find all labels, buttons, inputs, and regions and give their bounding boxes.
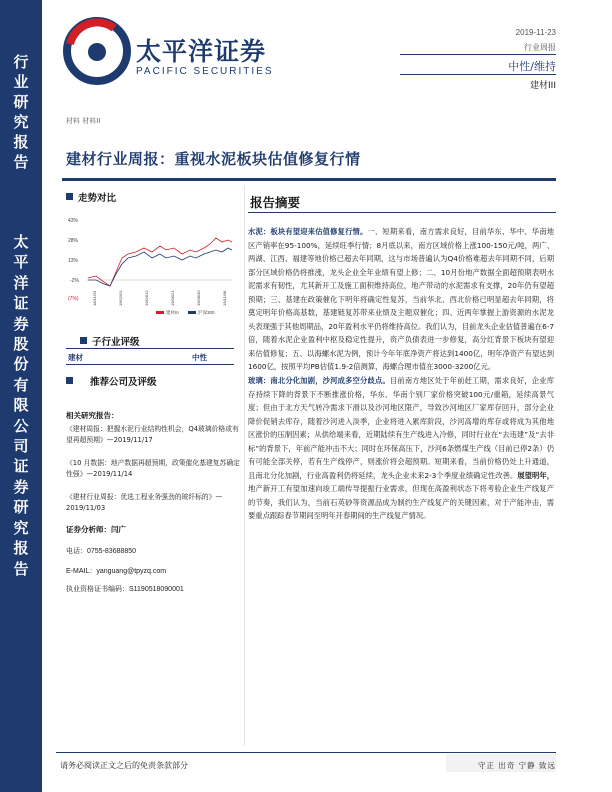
column-divider: [244, 186, 245, 746]
glass-text: 目前南方地区处于年前赶工期，需求良好，企业库存持续下降的背景下不断推涨价格，华东、华南个别厂家价格突破100元/重箱，延续高景气度；但由于北方天气转冷需求下滑以及沙河地区限产，导致沙河地区厂家库存回升，部分企业降价促销去库存，随着沙河进入淡季，企业将进入累库阶段，沙河高增的库存或将成为其他地区涨价的压制因素；从供给端来看，近期陆续有生产线进入冷修，同时行业在“去违建”及“去非标”的背景下，年前产能冲击不大；同时在环保高压下，沙河6条燃煤生产线（目前已停2条）仍有可能全部关停，若有生产线停产，则涨价将会超预期。短期来看，当前价格仍处上升通道，且南北分化加剧，行业高盈利仍将延续，龙头企业未来2-3个季度业绩确定性改善。: [248, 376, 555, 480]
series-line-building-materials: [88, 238, 232, 286]
brand-name-en: PACIFIC SECURITIES: [136, 66, 274, 77]
related-reports-title: 相关研究报告：: [66, 411, 119, 420]
table-rule: [66, 364, 234, 365]
sidebar-char: 股: [13, 335, 29, 354]
legend-swatch: [188, 311, 196, 314]
sidebar-char: 究: [13, 113, 29, 131]
paragraph-cement: [248, 225, 554, 374]
recommend-heading: 推荐公司及评级: [90, 377, 157, 388]
rating-row: [66, 350, 234, 362]
sidebar-char: 券: [13, 314, 29, 333]
cement-text: 一、短期来看，南方需求良好，目前华东、华中、华南地区产销率在95-100%，延续旺季行情；8月底以来，南方区域价格上涨100-150元/吨，两广、两湖、江西、福建等地价格已超去年同期，这与市场普遍认为Q4价格难超去年同期不同，后期部分区域价格仍将推涨，龙头企业全年业绩有望上修；二、10月份地产数据全面超预期表明水泥需求有韧性，尤其新开工及施工面积维持高位，地产带动的水泥需求有支撑，20年仍有望超预期；三、基建在政策催化下明年将确定性复苏，当前华北、西北价格已明显超去年同期，将奠定明年价格高基数，基建链复苏带来业绩及主题双催化；四、近两年掌握上游资源的水泥龙头表现强于其他周期品，20年盈利水平仍将维持高位。我们认为，目前龙头企业估值普遍在6-7倍，随着水泥企业盈利中枢及稳定性提升，资产负债表进一步修复，高分红背景下板块有望迎来估值修复；五、以海螺水泥为例，预计今年年底净资产将达到1400亿，明年净资产有望达到1600亿，按照平均PB估值1.9-2倍测算，海螺合理市值在3000-3200亿元。: [248, 227, 555, 372]
x-tick: 19/04/12: [144, 290, 149, 306]
glass-lead: 玻璃：南北分化加剧，沙河成多空分歧点。: [248, 376, 390, 386]
rating-industry: 建材: [68, 353, 83, 362]
paragraph-glass: [248, 374, 554, 523]
sidebar-char: 平: [13, 253, 29, 272]
y-tick: 13%: [68, 258, 79, 264]
legend-swatch: [156, 311, 164, 314]
y-tick: 28%: [68, 238, 79, 244]
report-title: 建材行业周报：重视水泥板块估值修复行情: [66, 150, 361, 168]
sidebar-char: 报: [13, 133, 29, 151]
abstract-underline: [248, 212, 556, 213]
sidebar-char: 研: [13, 498, 29, 517]
sidebar-char: 报: [13, 539, 29, 558]
sidebar-char: 洋: [13, 273, 29, 292]
sidebar-char: 证: [13, 457, 29, 476]
analyst-cert: 执业资格证书编码：S1190518090001: [66, 586, 184, 593]
sidebar-char: 告: [13, 559, 29, 578]
analyst-email[interactable]: E-MAIL：yanguang@tpyzq.com: [66, 568, 167, 575]
analyst-phone: 电话：0755-83688850: [66, 548, 137, 555]
footer-disclaimer: 请务必阅读正文之后的免责条款部分: [60, 761, 188, 770]
legend-label: 沪深300: [198, 310, 215, 315]
table-rule: [66, 348, 234, 349]
related-report-item[interactable]: 《建材行业周报：优选工程业务强劲的玻纤标的》—2019/11/03: [66, 493, 223, 512]
related-report-item[interactable]: 《10 月数据：地产数据再超预期，政策催化基建复苏确定性强》—2019/11/14: [66, 459, 240, 478]
sidebar-char: 公: [13, 416, 29, 435]
header-divider: [400, 74, 556, 75]
section-marker-icon: [80, 337, 87, 344]
sidebar-char: 份: [13, 355, 29, 374]
sidebar-char: 有: [13, 375, 29, 394]
sidebar-char: 司: [13, 437, 29, 456]
sidebar-char: 证: [13, 294, 29, 313]
y-tick: -2%: [70, 278, 79, 284]
trend-heading: 走势对比: [78, 193, 117, 204]
trend-chart: [66, 208, 234, 328]
x-tick: 19/06/21: [170, 290, 175, 306]
legend-label: 建材III: [166, 310, 179, 315]
rating-value: 中性: [192, 353, 207, 362]
x-tick: 19/02/01: [118, 290, 123, 306]
y-tick: 43%: [68, 218, 79, 224]
report-date: 2019-11-23: [515, 28, 556, 37]
section-marker-icon: [66, 193, 73, 200]
category-line: 材料 材料II: [66, 117, 101, 125]
abstract-body: [248, 225, 554, 523]
x-tick: 19/11/08: [222, 290, 227, 306]
sidebar-char: 究: [13, 518, 29, 537]
pacific-securities-logo: [62, 16, 132, 86]
footer-rule: [56, 752, 556, 753]
glass-outlook-lead: 展望明年，: [517, 470, 555, 480]
sidebar-bottom-label: [0, 232, 42, 579]
analyst-name: 证券分析师：闫广: [66, 525, 126, 534]
sidebar-char: 行: [13, 53, 29, 71]
sidebar-top-label: [0, 52, 42, 172]
x-tick: 19/08/30: [196, 290, 201, 306]
industry-name: 建材III: [530, 81, 556, 91]
sidebar-char: 券: [13, 477, 29, 496]
report-type: 行业周报: [524, 43, 556, 52]
sidebar-char: 研: [13, 93, 29, 111]
rating-heading: 子行业评级: [92, 337, 140, 348]
title-underline: [62, 178, 556, 181]
y-tick: (7%): [68, 296, 79, 302]
related-report-item[interactable]: 《建材周报：把握水泥行业结构性机会，Q4玻璃价格或有望再超预期》—2019/11/17: [66, 425, 239, 444]
sidebar-char: 太: [13, 233, 29, 251]
brand-name-cn: 太平洋证券: [136, 37, 267, 66]
sidebar-char: 业: [13, 73, 29, 91]
series-line-csi300: [88, 248, 232, 286]
header-divider: [400, 54, 556, 55]
glass-outlook-text: 地产新开工有望加速向竣工端传导提振行业需求，但现在高盈利状态下将考验企业生产线复产的节奏，我们认为，当前石英砂等资源品成为制约生产线复产的关键因素，对于产能冲击，需要重点跟踪春节期间至明年开春期间的生产线复产情况。: [248, 484, 554, 521]
footer-motto: 守正 出奇 宁静 致远: [477, 761, 556, 770]
section-marker-icon: [66, 377, 73, 384]
abstract-heading: 报告摘要: [250, 195, 301, 210]
cement-lead: 水泥：板块有望迎来估值修复行情。: [248, 227, 368, 236]
x-tick: 18/11/23: [92, 290, 97, 306]
sidebar-char: 限: [13, 396, 29, 415]
industry-rating: 中性/维持: [508, 60, 556, 73]
sidebar-char: 告: [13, 153, 29, 171]
